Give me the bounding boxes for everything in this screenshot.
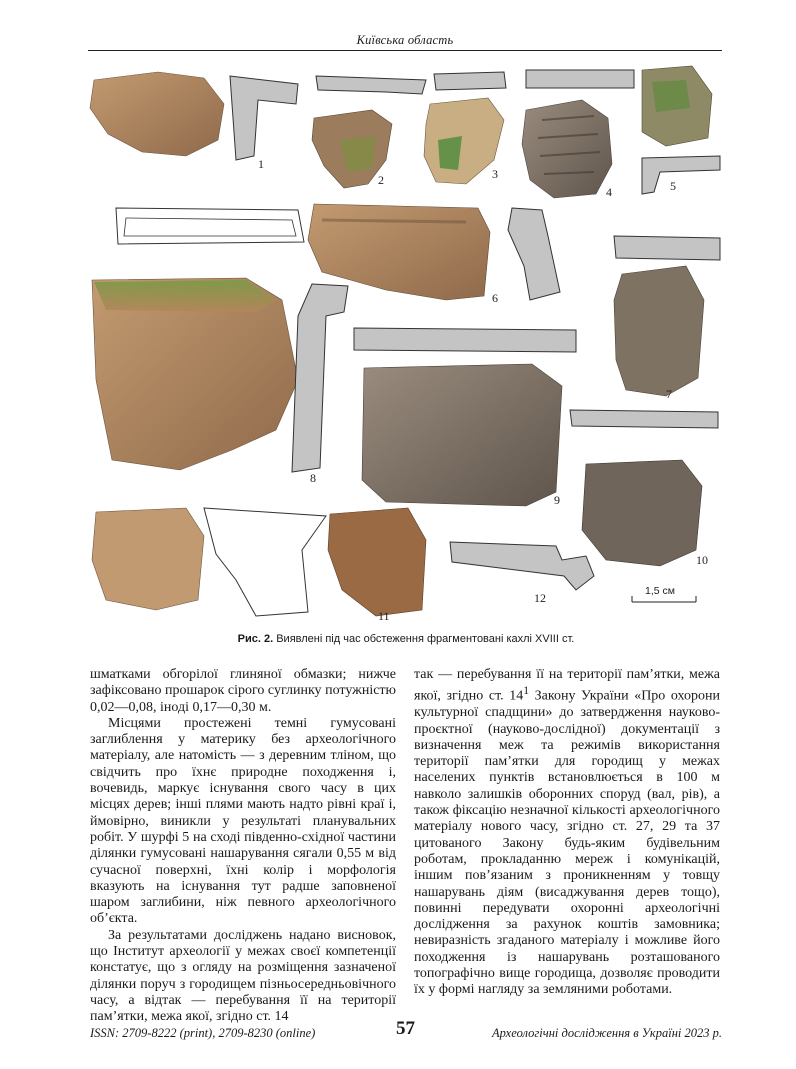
figure-number-6: 6: [492, 291, 498, 305]
figure-number-5: 5: [670, 179, 676, 193]
fragment-6-profile-long: [116, 208, 304, 244]
tile-fragments-figure: [86, 60, 726, 626]
fragment-9-profile: [354, 328, 576, 352]
figure-number-3: 3: [492, 167, 498, 181]
figure-number-1: 1: [258, 157, 264, 171]
paragraph-left-2: Місцями простежені темні гумусовані заглиблення у материку без археологічного матеріалу, але натомість — з деревним тліном, що свідчить про їхнє природне походження і, вочевидь, маркує існування свого часу в цих місцях дерев; інші плями мають надто рівні краї і, ймовірно, виникли у результаті планувальних робіт. У шурфі 5 на сході південно-східної частини ділянки гумусовані нашарування сягали 0,55 м від сучасної поверхні, їхні колір і морфологія вказують на існування тут радше заповненої шаром заглибини, ніж певного археологічного об’єкта.: [90, 715, 396, 927]
figure-number-12: 12: [534, 591, 546, 605]
fragment-4-profile: [526, 70, 634, 88]
page-number: 57: [396, 1018, 415, 1039]
fragment-3-profile: [434, 72, 506, 90]
paragraph-left-3: За результатами досліджень надано висновок, що Інститут археології у межах своєї компетенції констатує, що з огляду на розміщення зазначеної ділянки поруч з городищем пізньосередньовічного часу, а відтак — перебування її на території пам’ятки, межа якої, згідно ст. 14: [90, 927, 396, 1025]
fragment-8-profile: [292, 284, 348, 472]
text-column-right: [414, 667, 720, 999]
paragraph-right-1-rest: Закону України «Про охорони культурної спадщини» до затвердження науково-проєктної (науково-дослідної) документації з визначення меж та режимів використання території пам’ятки для городищ у межах населених пунктів встановлюється в 100 м навколо залишків оборонних споруд (вал, рів), а також фіксацію незначної кількості археологічного матеріалу нового часу, згідно ст. 27, 29 та 37 цитованого Закону будь-яким будівельним роботам, прокладанню мереж і комунікацій, іншим пов’язаним з проникненням у товщу нашарувань діям (висаджування дерев тощо), повинні передувати охоронні археологічні дослідження за рахунок коштів замовника; невиразність згаданого матеріалу і можливе його походження із нашарувань розташованого топографічно вище городища, дозволяє проводити їх у формі нагляду за земляними роботами.: [414, 688, 720, 998]
fragment-9-photo: [362, 364, 562, 506]
figure-plate: [86, 60, 726, 626]
scale-bar: [632, 585, 696, 602]
fragment-12-profile: [450, 542, 594, 590]
article-superscript: 1: [523, 684, 530, 698]
fragment-2-profile: [316, 76, 426, 94]
fragment-7-photo: [614, 266, 704, 396]
fragment-1-profile: [230, 76, 298, 160]
paragraph-right-1-start: так — перебування її на території пам’ятки, межа якої, згідно ст. 14: [414, 667, 720, 704]
running-head: Київська область: [356, 33, 454, 47]
paragraph-right-1: [414, 667, 720, 999]
figure-number-4: 4: [606, 185, 612, 199]
fragment-9-profile-small: [570, 410, 718, 428]
paragraph-left-1: шматками обгорілої глиняної обмазки; нижче зафіксовано прошарок сірого суглинку потужністю 0,02—0,08, іноді 0,17—0,30 м.: [90, 667, 396, 715]
fragment-11-photo-left: [92, 508, 204, 610]
figure-number-7: 7: [666, 387, 672, 401]
figure-number-10: 10: [696, 553, 708, 567]
figure-number-8: 8: [310, 471, 316, 485]
figure-number-9: 9: [554, 493, 560, 507]
fragment-6-profile: [508, 208, 560, 300]
text-column-left: [90, 667, 396, 1026]
fragment-11-photo: [328, 508, 426, 616]
footer-journal: Археологічні дослідження в Україні 2023 р.: [492, 1026, 722, 1040]
fragment-11-profile: [204, 508, 326, 616]
figure-number-2: 2: [378, 173, 384, 187]
figure-caption: [86, 633, 726, 645]
scale-bar-label: 1,5 см: [645, 585, 675, 597]
fragment-1-photo: [90, 72, 224, 156]
figure-caption-text: Виявлені під час обстеження фрагментовані кахлі XVIII ст.: [273, 633, 575, 645]
header-rule: [88, 50, 722, 51]
figure-caption-label: Рис. 2.: [237, 633, 274, 645]
fragment-10-photo: [582, 460, 702, 566]
footer-issn: ISSN: 2709-8222 (print), 2709-8230 (online): [90, 1026, 316, 1040]
figure-number-11: 11: [378, 609, 390, 623]
fragment-5-profile: [642, 156, 720, 194]
fragment-7-profile: [614, 236, 720, 260]
fragment-4-photo: [522, 100, 612, 198]
